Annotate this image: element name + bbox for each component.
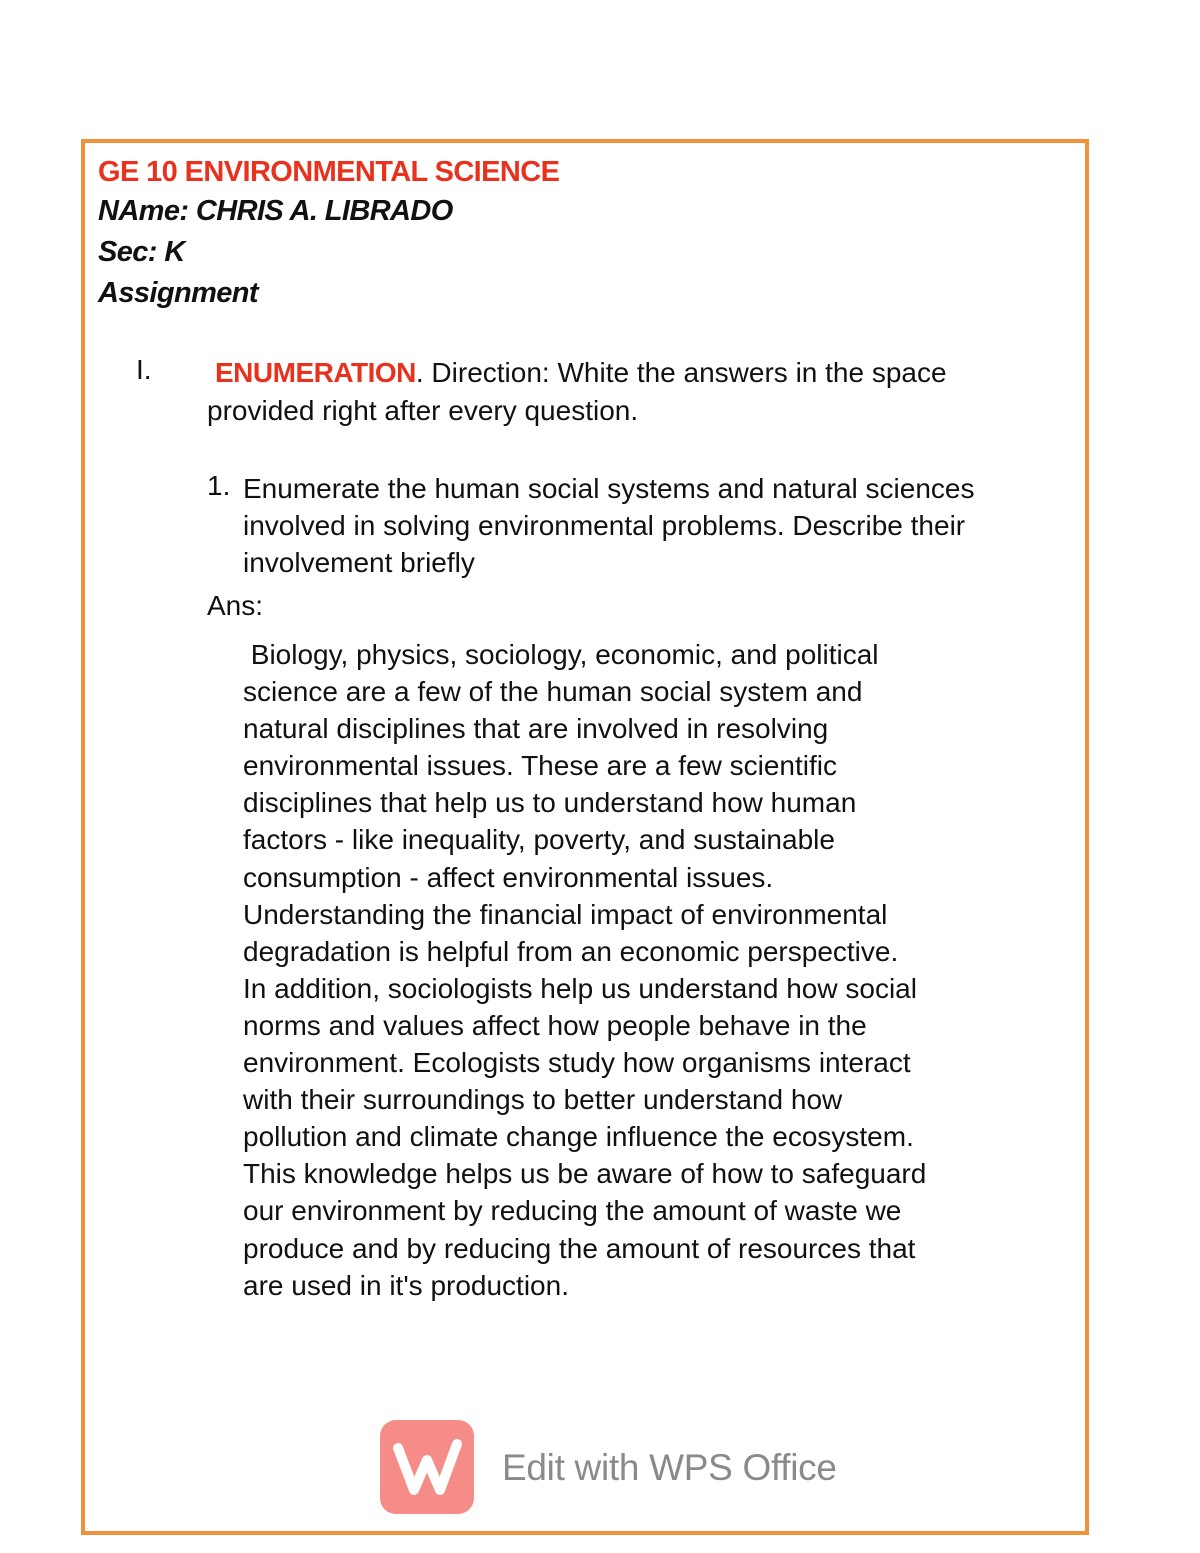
- answer-label: Ans:: [207, 590, 264, 621]
- answer-line: In addition, sociologists help us understand how social: [243, 972, 917, 1004]
- answer-line: Understanding the financial impact of environmental: [243, 898, 888, 930]
- answer-line: natural disciplines that are involved in resolving: [243, 713, 829, 745]
- direction-text: . Direction: White the answers in the space provided right after every question.: [207, 357, 947, 426]
- answer-line: produce and by reducing the amount of resources that: [243, 1232, 916, 1264]
- answer-line: environmental issues. These are a few scientific: [243, 750, 837, 782]
- answer-line: consumption - affect environmental issues.: [243, 861, 774, 893]
- section-direction: [207, 354, 1037, 430]
- section-number: I.: [136, 354, 152, 385]
- answer-text: [243, 636, 1013, 1304]
- answer-line: factors - like inequality, poverty, and sustainable: [243, 824, 835, 856]
- answer-line: our environment by reducing the amount of waste we: [243, 1195, 902, 1227]
- question-text: Enumerate the human social systems and natural sciences involved in solving environmental problems. Describe their involvement briefly: [243, 473, 975, 578]
- student-name: NAme: CHRIS A. LIBRADO: [98, 195, 453, 227]
- answer-line: degradation is helpful from an economic perspective.: [243, 935, 899, 967]
- answer-line: are used in it's production.: [243, 1269, 569, 1301]
- student-section: Sec: K: [98, 236, 185, 268]
- section-heading: ENUMERATION: [215, 357, 416, 388]
- question-number: 1.: [207, 470, 231, 501]
- answer-line: norms and values affect how people behave in the: [243, 1009, 867, 1041]
- answer-line: science are a few of the human social system and: [243, 676, 863, 708]
- assignment-label: Assignment: [98, 277, 258, 309]
- answer-line: pollution and climate change influence the ecosystem.: [243, 1121, 914, 1153]
- course-title: GE 10 ENVIRONMENTAL SCIENCE: [98, 156, 560, 188]
- answer-line: with their surroundings to better understand how: [243, 1084, 843, 1116]
- answer-line: Biology, physics, sociology, economic, and political: [243, 639, 879, 670]
- answer-line: environment. Ecologists study how organisms interact: [243, 1047, 911, 1079]
- wps-w-glyph-icon: [380, 1420, 474, 1514]
- wps-office-logo-icon[interactable]: [380, 1420, 474, 1514]
- wps-edit-link[interactable]: Edit with WPS Office: [502, 1447, 837, 1488]
- answer-line: This knowledge helps us be aware of how to safeguard: [243, 1158, 927, 1190]
- answer-line: disciplines that help us to understand how human: [243, 787, 857, 819]
